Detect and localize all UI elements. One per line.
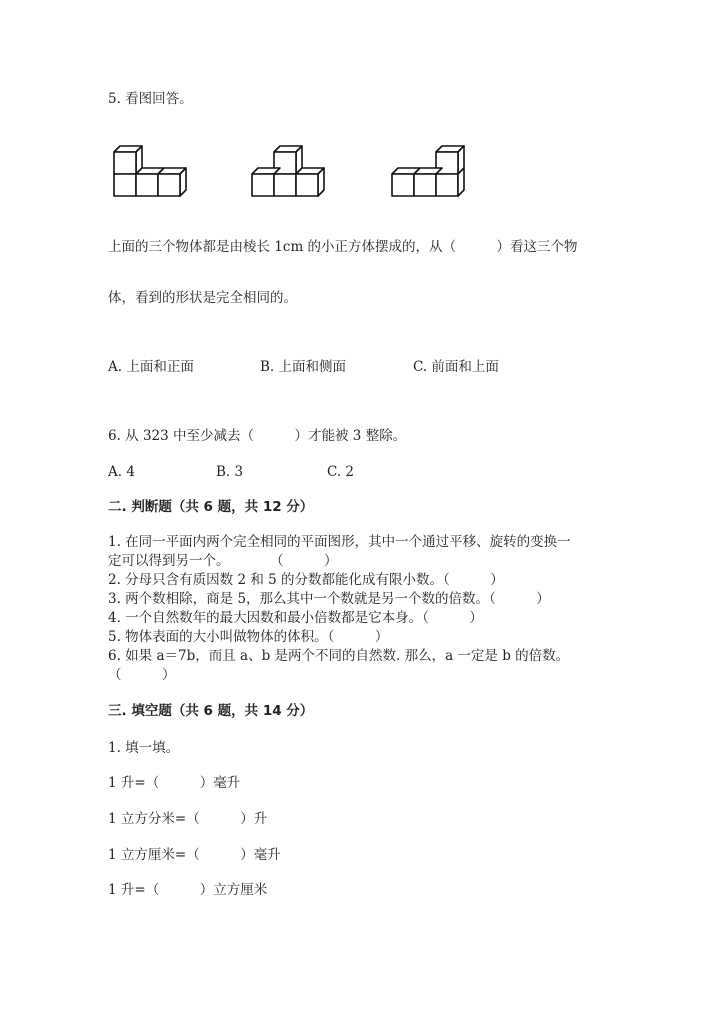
section3-heading: 三. 填空题（共 6 题，共 14 分） — [108, 703, 314, 719]
fill-q1-title: 1. 填一填。 — [108, 740, 180, 756]
section2-heading: 二. 判断题（共 6 题，共 12 分） — [108, 499, 314, 515]
judgement-line: 4. 一个自然数年的最大因数和最小倍数都是它本身。（ ） — [108, 610, 483, 626]
q5-option-a[interactable]: A. 上面和正面 — [108, 359, 194, 375]
judgement-line: 3. 两个数相除，商是 5，那么其中一个数就是另一个数的倍数。（ ） — [108, 591, 550, 607]
figure-right-stack — [388, 140, 472, 202]
judgement-line: 5. 物体表面的大小叫做物体的体积。（ ） — [108, 629, 389, 645]
figure-left-stack — [112, 140, 192, 202]
figure-middle-stack — [248, 140, 332, 202]
judgement-line: 1. 在同一平面内两个完全相同的平面图形，其中一个通过平移、旋转的变换一 — [108, 534, 571, 550]
q6-option-a[interactable]: A. 4 — [108, 464, 135, 480]
judgement-line: （ ） — [108, 667, 176, 683]
q6-option-c[interactable]: C. 2 — [327, 464, 355, 480]
fill-item: 1 升=（ ）立方厘米 — [108, 882, 268, 898]
q6-option-b[interactable]: B. 3 — [216, 464, 244, 480]
q5-option-b[interactable]: B. 上面和侧面 — [260, 359, 347, 375]
judgement-line: 定可以得到另一个。 （ ） — [108, 553, 338, 569]
q6-title: 6. 从 323 中至少减去（ ）才能被 3 整除。 — [108, 428, 407, 444]
cube — [296, 168, 324, 196]
fill-item: 1 升=（ ）毫升 — [108, 775, 241, 791]
fill-item: 1 立方厘米=（ ）毫升 — [108, 847, 281, 863]
cube — [114, 146, 142, 174]
cube — [114, 174, 136, 196]
cube — [158, 168, 186, 196]
judgement-line: 6. 如果 a＝7b，而且 a、b 是两个不同的自然数. 那么，a 一定是 b 的倍数。 — [108, 648, 570, 664]
q5-option-c[interactable]: C. 前面和上面 — [413, 359, 499, 375]
q5-stem-line2: 体，看到的形状是完全相同的。 — [108, 290, 297, 306]
cube — [274, 174, 296, 196]
judgement-line: 2. 分母只含有质因数 2 和 5 的分数都能化成有限小数。（ ） — [108, 572, 504, 588]
q5-stem-line1: 上面的三个物体都是由棱长 1cm 的小正方体摆成的，从（ ）看这三个物 — [108, 239, 578, 255]
fill-item: 1 立方分米=（ ）升 — [108, 811, 268, 827]
q5-title: 5. 看图回答。 — [108, 91, 193, 107]
